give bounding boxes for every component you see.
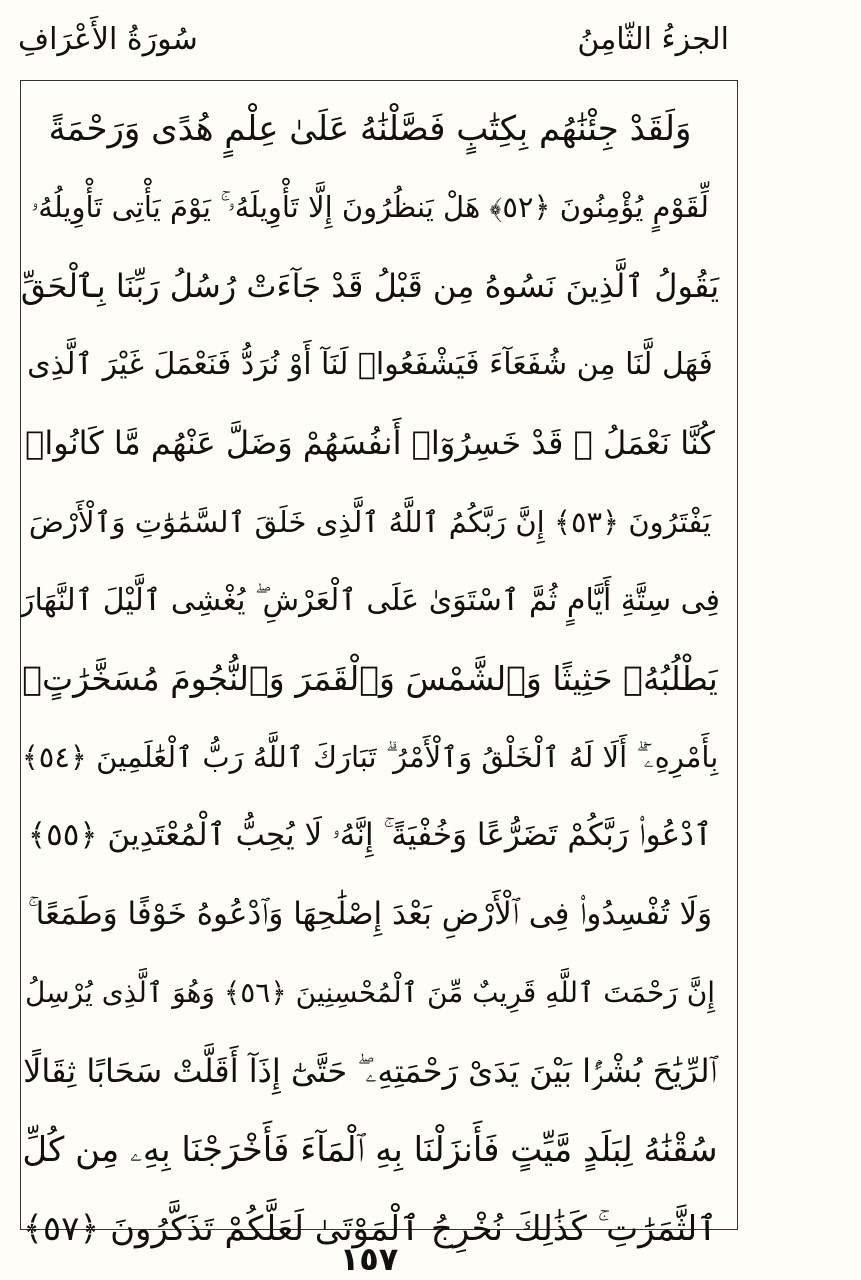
verse-line: يَفْتَرُونَ ﴿٥٣﴾ إِنَّ رَبَّكُمُ ٱللَّهُ ٱلَّذِى خَلَقَ ٱلسَّمَٰوَٰتِ وَٱلْأَرْضَ (28, 504, 712, 539)
verse-line: يَقُولُ ٱلَّذِينَ نَسُوهُ مِن قَبْلُ قَدْ جَآءَتْ رُسُلُ رَبِّنَا بِٱلْحَقِّ (20, 267, 720, 306)
verse-line: فِى سِتَّةِ أَيَّامٍ ثُمَّ ٱسْتَوَىٰ عَلَى ٱلْعَرْشِ ۖ يُغْشِى ٱلَّيْلَ ٱلنَّهَارَ (20, 582, 720, 618)
verse-line: لِّقَوْمٍ يُؤْمِنُونَ ﴿٥٢﴾ هَلْ يَنظُرُونَ إِلَّا تَأْوِيلَهُۥ ۚ يَوْمَ يَأْتِى تَأْوِيلُهُۥ (31, 190, 709, 225)
verse-line: يَطْلُبُهُۥ حَثِيثًا وَٱلشَّمْسَ وَٱلْقَمَرَ وَٱلنُّجُومَ مُسَخَّرَٰتٍۭ (22, 659, 718, 699)
verse-line: إِنَّ رَحْمَتَ ٱللَّهِ قَرِيبٌ مِّنَ ٱلْمُحْسِنِينَ ﴿٥٦﴾ وَهُوَ ٱلَّذِى يُرْسِلُ (24, 976, 716, 1010)
verse-line: سُقْنَٰهُ لِبَلَدٍ مَّيِّتٍ فَأَنزَلْنَا بِهِ ٱلْمَآءَ فَأَخْرَجْنَا بِهِۦ مِن كُلِّ (22, 1129, 718, 1170)
juz-title: الجزءُ الثّامِنُ (577, 22, 729, 57)
verse-line: كُنَّا نَعْمَلُ ۚ قَدْ خَسِرُوٓا۟ أَنفُسَهُمْ وَضَلَّ عَنْهُم مَّا كَانُوا۟ (25, 424, 715, 463)
verse-line: ٱلرِّيَٰحَ بُشْرًۢا بَيْنَ يَدَىْ رَحْمَتِهِۦ ۖ حَتَّىٰٓ إِذَآ أَقَلَّتْ سَحَابًا ثِقَالًا (23, 1051, 717, 1090)
verse-line: ٱدْعُوا۟ رَبَّكُمْ تَضَرُّعًا وَخُفْيَةً ۚ إِنَّهُۥ لَا يُحِبُّ ٱلْمُعْتَدِينَ ﴿٥٥﴾ (27, 817, 713, 854)
verse-line: وَلَا تُفْسِدُوا۟ فِى ٱلْأَرْضِ بَعْدَ إِصْلَٰحِهَا وَٱدْعُوهُ خَوْفًا وَطَمَعًا ۚ (27, 895, 713, 932)
surah-title: سُورَةُ الأَعْرَافِ (18, 22, 198, 57)
page-number: ١٥٧ (339, 1240, 399, 1278)
verse-line: بِأَمْرِهِۦٓ ۗ أَلَا لَهُ ٱلْخَلْقُ وَٱلْأَمْرُ ۗ تَبَارَكَ ٱللَّهُ رَبُّ ٱلْعَٰلَمِينَ ﴿٥٤﴾ (21, 739, 719, 774)
verse-line: وَلَقَدْ جِئْنَٰهُم بِكِتَٰبٍ فَصَّلْنَٰهُ عَلَىٰ عِلْمٍ هُدًى وَرَحْمَةً (48, 109, 692, 150)
verse-block (20, 90, 720, 1268)
page-header (0, 0, 861, 80)
verse-line: ٱلثَّمَرَٰتِ ۚ كَذَٰلِكَ نُخْرِجُ ٱلْمَوْتَىٰ لَعَلَّكُمْ تَذَكَّرُونَ ﴿٥٧﴾ (22, 1208, 718, 1249)
verse-line: فَهَل لَّنَا مِن شُفَعَآءَ فَيَشْفَعُوا۟ لَنَآ أَوْ نُرَدُّ فَنَعْمَلَ غَيْرَ ٱلَّذِى (27, 347, 713, 383)
